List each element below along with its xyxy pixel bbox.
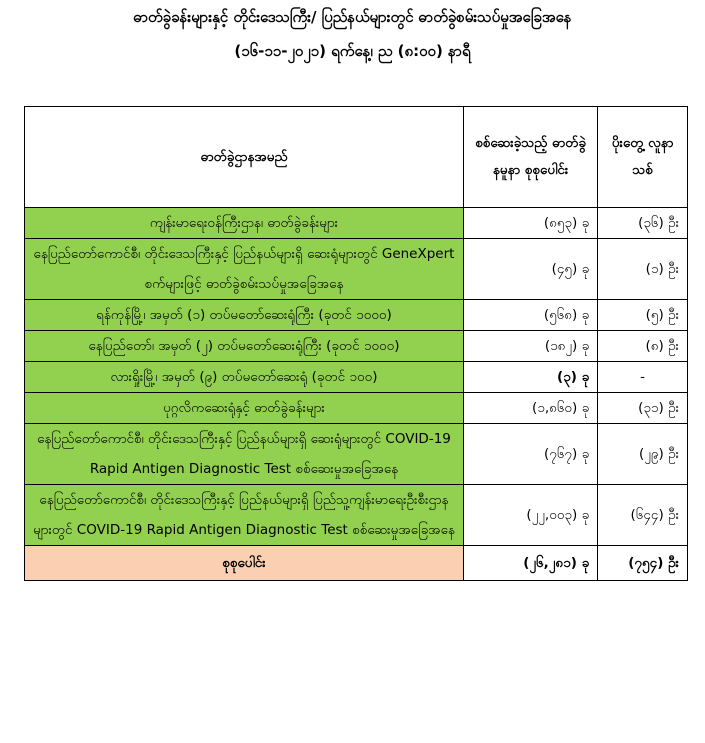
- total-row: [25, 546, 688, 581]
- table-row: [25, 300, 688, 331]
- total-samples: (၂၆,၂၈၁) ခု: [463, 546, 597, 581]
- sample-count: (၇၆၇) ခု: [463, 424, 597, 485]
- total-label: စုစုပေါင်း: [25, 546, 464, 581]
- sample-count: (၁၈၂) ခု: [463, 331, 597, 362]
- sample-count: (၂၂,၀၀၃) ခု: [463, 485, 597, 546]
- case-count: (၂၉) ဦး: [598, 424, 688, 485]
- lab-name: ကျန်းမာရေးဝန်ကြီးဌာန၊ ဓာတ်ခွဲခန်းများ: [25, 208, 464, 239]
- case-count: (၃၆) ဦး: [598, 208, 688, 239]
- case-count: (၁) ဦး: [598, 239, 688, 300]
- case-count: (၆၄၄) ဦး: [598, 485, 688, 546]
- report-date: (၁၆-၁၁-၂၀၂၁) ရက်နေ့၊ ည (၈:၀၀) နာရီ: [234, 42, 471, 60]
- lab-name: ပုဂ္ဂလိကဆေးရုံနှင့် ဓာတ်ခွဲခန်းများ: [25, 393, 464, 424]
- header-new-cases: ပိုးတွေ့ လူနာသစ်: [598, 107, 688, 208]
- case-count: (၅) ဦး: [598, 300, 688, 331]
- table-row: [25, 424, 688, 485]
- lab-name: နေပြည်တော်ကောင်စီ၊ တိုင်းဒေသကြီးနှင့် ပြည်နယ်များရှိ ဆေးရုံများတွင် GeneXpert စက်များဖြင့် ဓာတ်ခွဲစမ်းသပ်မှုအခြေအနေ: [25, 239, 464, 300]
- header-samples: စစ်ဆေးခဲ့သည့် ဓာတ်ခွဲနမူနာ စုစုပေါင်း: [463, 107, 597, 208]
- table-row: [25, 393, 688, 424]
- table-row: [25, 208, 688, 239]
- case-count: (၈) ဦး: [598, 331, 688, 362]
- lab-name: နေပြည်တော်၊ အမှတ် (၂) တပ်မတော်ဆေးရုံကြီး (ခုတင် ၁၀၀၀): [25, 331, 464, 362]
- table-row: [25, 239, 688, 300]
- lab-name: လားရှိုးမြို့၊ အမှတ် (၉) တပ်မတော်ဆေးရုံ (ခုတင် ၁၀၀): [25, 362, 464, 393]
- sample-count: (၅၆၈) ခု: [463, 300, 597, 331]
- table-row: [25, 362, 688, 393]
- lab-name: ရန်ကုန်မြို့၊ အမှတ် (၁) တပ်မတော်ဆေးရုံကြီး (ခုတင် ၁၀၀၀): [25, 300, 464, 331]
- report-title: ဓာတ်ခွဲခန်းများနှင့် တိုင်းဒေသကြီး/ ပြည်နယ်များတွင် ဓာတ်ခွဲစမ်းသပ်မှုအခြေအနေ: [133, 8, 572, 26]
- case-count: (၃၁) ဦး: [598, 393, 688, 424]
- header-lab-name: ဓာတ်ခွဲဌာနအမည်: [25, 107, 464, 208]
- sample-count: (၈၅၃) ခု: [463, 208, 597, 239]
- total-cases: (၇၅၄) ဦး: [598, 546, 688, 581]
- lab-testing-table: [24, 106, 688, 581]
- sample-count: (၄၅) ခု: [463, 239, 597, 300]
- table-row: [25, 331, 688, 362]
- lab-name: နေပြည်တော်ကောင်စီ၊ တိုင်းဒေသကြီးနှင့် ပြည်နယ်များရှိ ပြည်သူ့ကျန်းမာရေးဦးစီးဌာနများတွင် COVID-19 Rapid Antigen Diagnostic Test စစ်ဆေးမှုအခြေအနေ: [25, 485, 464, 546]
- lab-name: နေပြည်တော်ကောင်စီ၊ တိုင်းဒေသကြီးနှင့် ပြည်နယ်များရှိ ဆေးရုံများတွင် COVID-19 Rapid Antigen Diagnostic Test စစ်ဆေးမှုအခြေအနေ: [25, 424, 464, 485]
- table-header-row: [25, 107, 688, 208]
- table-row: [25, 485, 688, 546]
- case-count: -: [598, 362, 688, 393]
- sample-count: (၁,၈၆၀) ခု: [463, 393, 597, 424]
- sample-count: (၃) ခု: [463, 362, 597, 393]
